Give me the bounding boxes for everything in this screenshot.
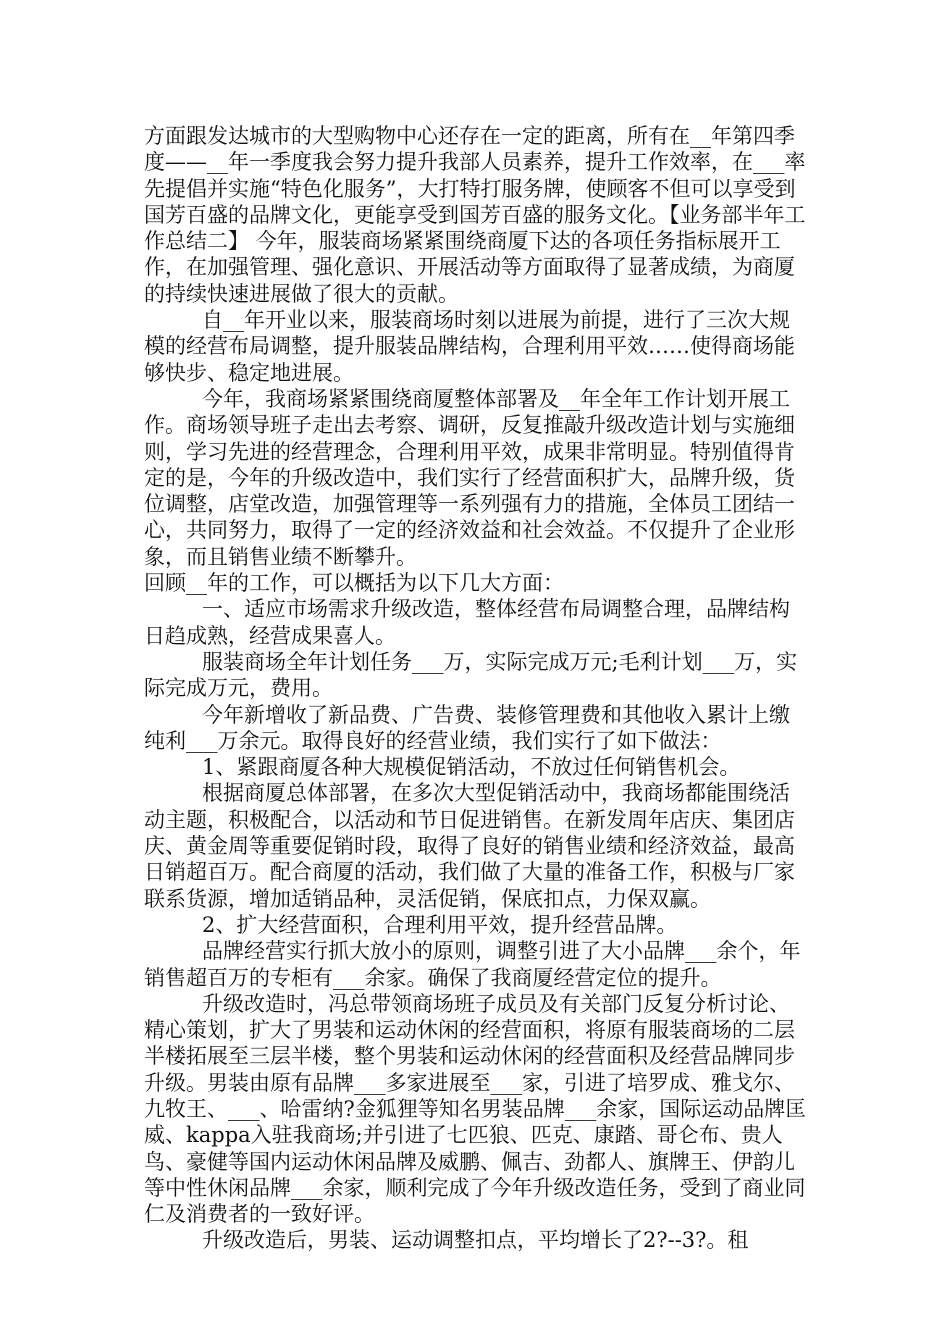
paragraph-7: 今年新增收了新品费、广告费、装修管理费和其他收入累计上缴纯利___万余元。取得良好的经营业绩，我们实行了如下做法：	[144, 702, 790, 753]
paragraph-5: 一、适应市场需求升级改造，整体经营布局调整合理，品牌结构日趋成熟，经营成果喜人。	[144, 597, 790, 648]
paragraph-1: 方面跟发达城市的大型购物中心还存在一定的距离，所有在__年第四季度——__年一季度我会努力提升我部人员素养，提升工作效率，在___率先提倡并实施“特色化服务”，大打特打服务牌，使顾客不但可以享受到国芳百盛的品牌文化，更能享受到国芳百盛的服务文化。【业务部半年工作总结二】 今年，服装商场紧紧围绕商厦下达的各项任务指标展开工作，在加强管理、强化意识、开展活动等方面取得了显著成绩，为商厦的持续快速进展做了很大的贡献。	[144, 124, 806, 306]
paragraph-9: 根据商厦总体部署，在多次大型促销活动中，我商场都能围绕活动主题，积极配合，以活动和节日促进销售。在新发周年店庆、集团店庆、黄金周等重要促销时段，取得了良好的销售业绩和经济效益，最高日销超百万。配合商厦的活动，我们做了大量的准备工作，积极与厂家联系货源，增加适销品种，灵活促销，保底扣点，力保双赢。	[144, 781, 795, 911]
document-body	[144, 123, 808, 1254]
paragraph-2: 自__年开业以来，服装商场时刻以进展为前提，进行了三次大规模的经营布局调整，提升服装品牌结构，合理利用平效……使得商场能够快步、稳定地进展。	[144, 308, 795, 385]
paragraph-13: 升级改造后，男装、运动调整扣点，平均增长了2?--3?。租	[202, 1228, 749, 1253]
paragraph-4: 回顾__年的工作，可以概括为以下几大方面：	[144, 571, 564, 596]
paragraph-6: 服装商场全年计划任务___万，实际完成万元;毛利计划___万，实际完成万元，费用。	[144, 649, 798, 701]
paragraph-3: 今年，我商场紧紧围绕商厦整体部署及__年全年工作计划开展工作。商场领导班子走出去考察、调研，反复推敲升级改造计划与实施细则，学习先进的经营理念，合理利用平效，成果非常明显。特别值得肯定的是，今年的升级改造中，我们实行了经营面积扩大，品牌升级，货位调整，店堂改造，加强管理等一系列强有力的措施，全体员工团结一心，共同努力，取得了一定的经济效益和社会效益。不仅提升了企业形象，而且销售业绩不断攀升。	[144, 386, 795, 569]
paragraph-11: 品牌经营实行抓大放小的原则，调整引进了大小品牌___余个，年销售超百万的专柜有___余家。确保了我商厦经营定位的提升。	[144, 939, 801, 990]
paragraph-12: 升级改造时，冯总带领商场班子成员及有关部门反复分析讨论、精心策划，扩大了男装和运动休闲的经营面积，将原有服装商场的二层半楼拓展至三层半楼，整个男装和运动休闲的经营面积及经营品牌同步升级。男装由原有品牌___多家进展至___家，引进了培罗成、雅戈尔、九牧王、___、哈雷纳?金狐狸等知名男装品牌___余家，国际运动品牌匡威、kappa入驻我商场;并引进了七匹狼、匹克、康踏、哥仑布、贵人鸟、豪健等国内运动休闲品牌及威鹏、佩吉、劲都人、旗牌王、伊韵儿等中性休闲品牌___余家，顺利完成了今年升级改造任务，受到了商业同仁及消费者的一致好评。	[144, 991, 807, 1227]
paragraph-8: 1、紧跟商厦各种大规模促销活动，不放过任何销售机会。	[202, 755, 741, 780]
paragraph-10: 2、扩大经营面积，合理利用平效，提升经营品牌。	[202, 912, 678, 937]
